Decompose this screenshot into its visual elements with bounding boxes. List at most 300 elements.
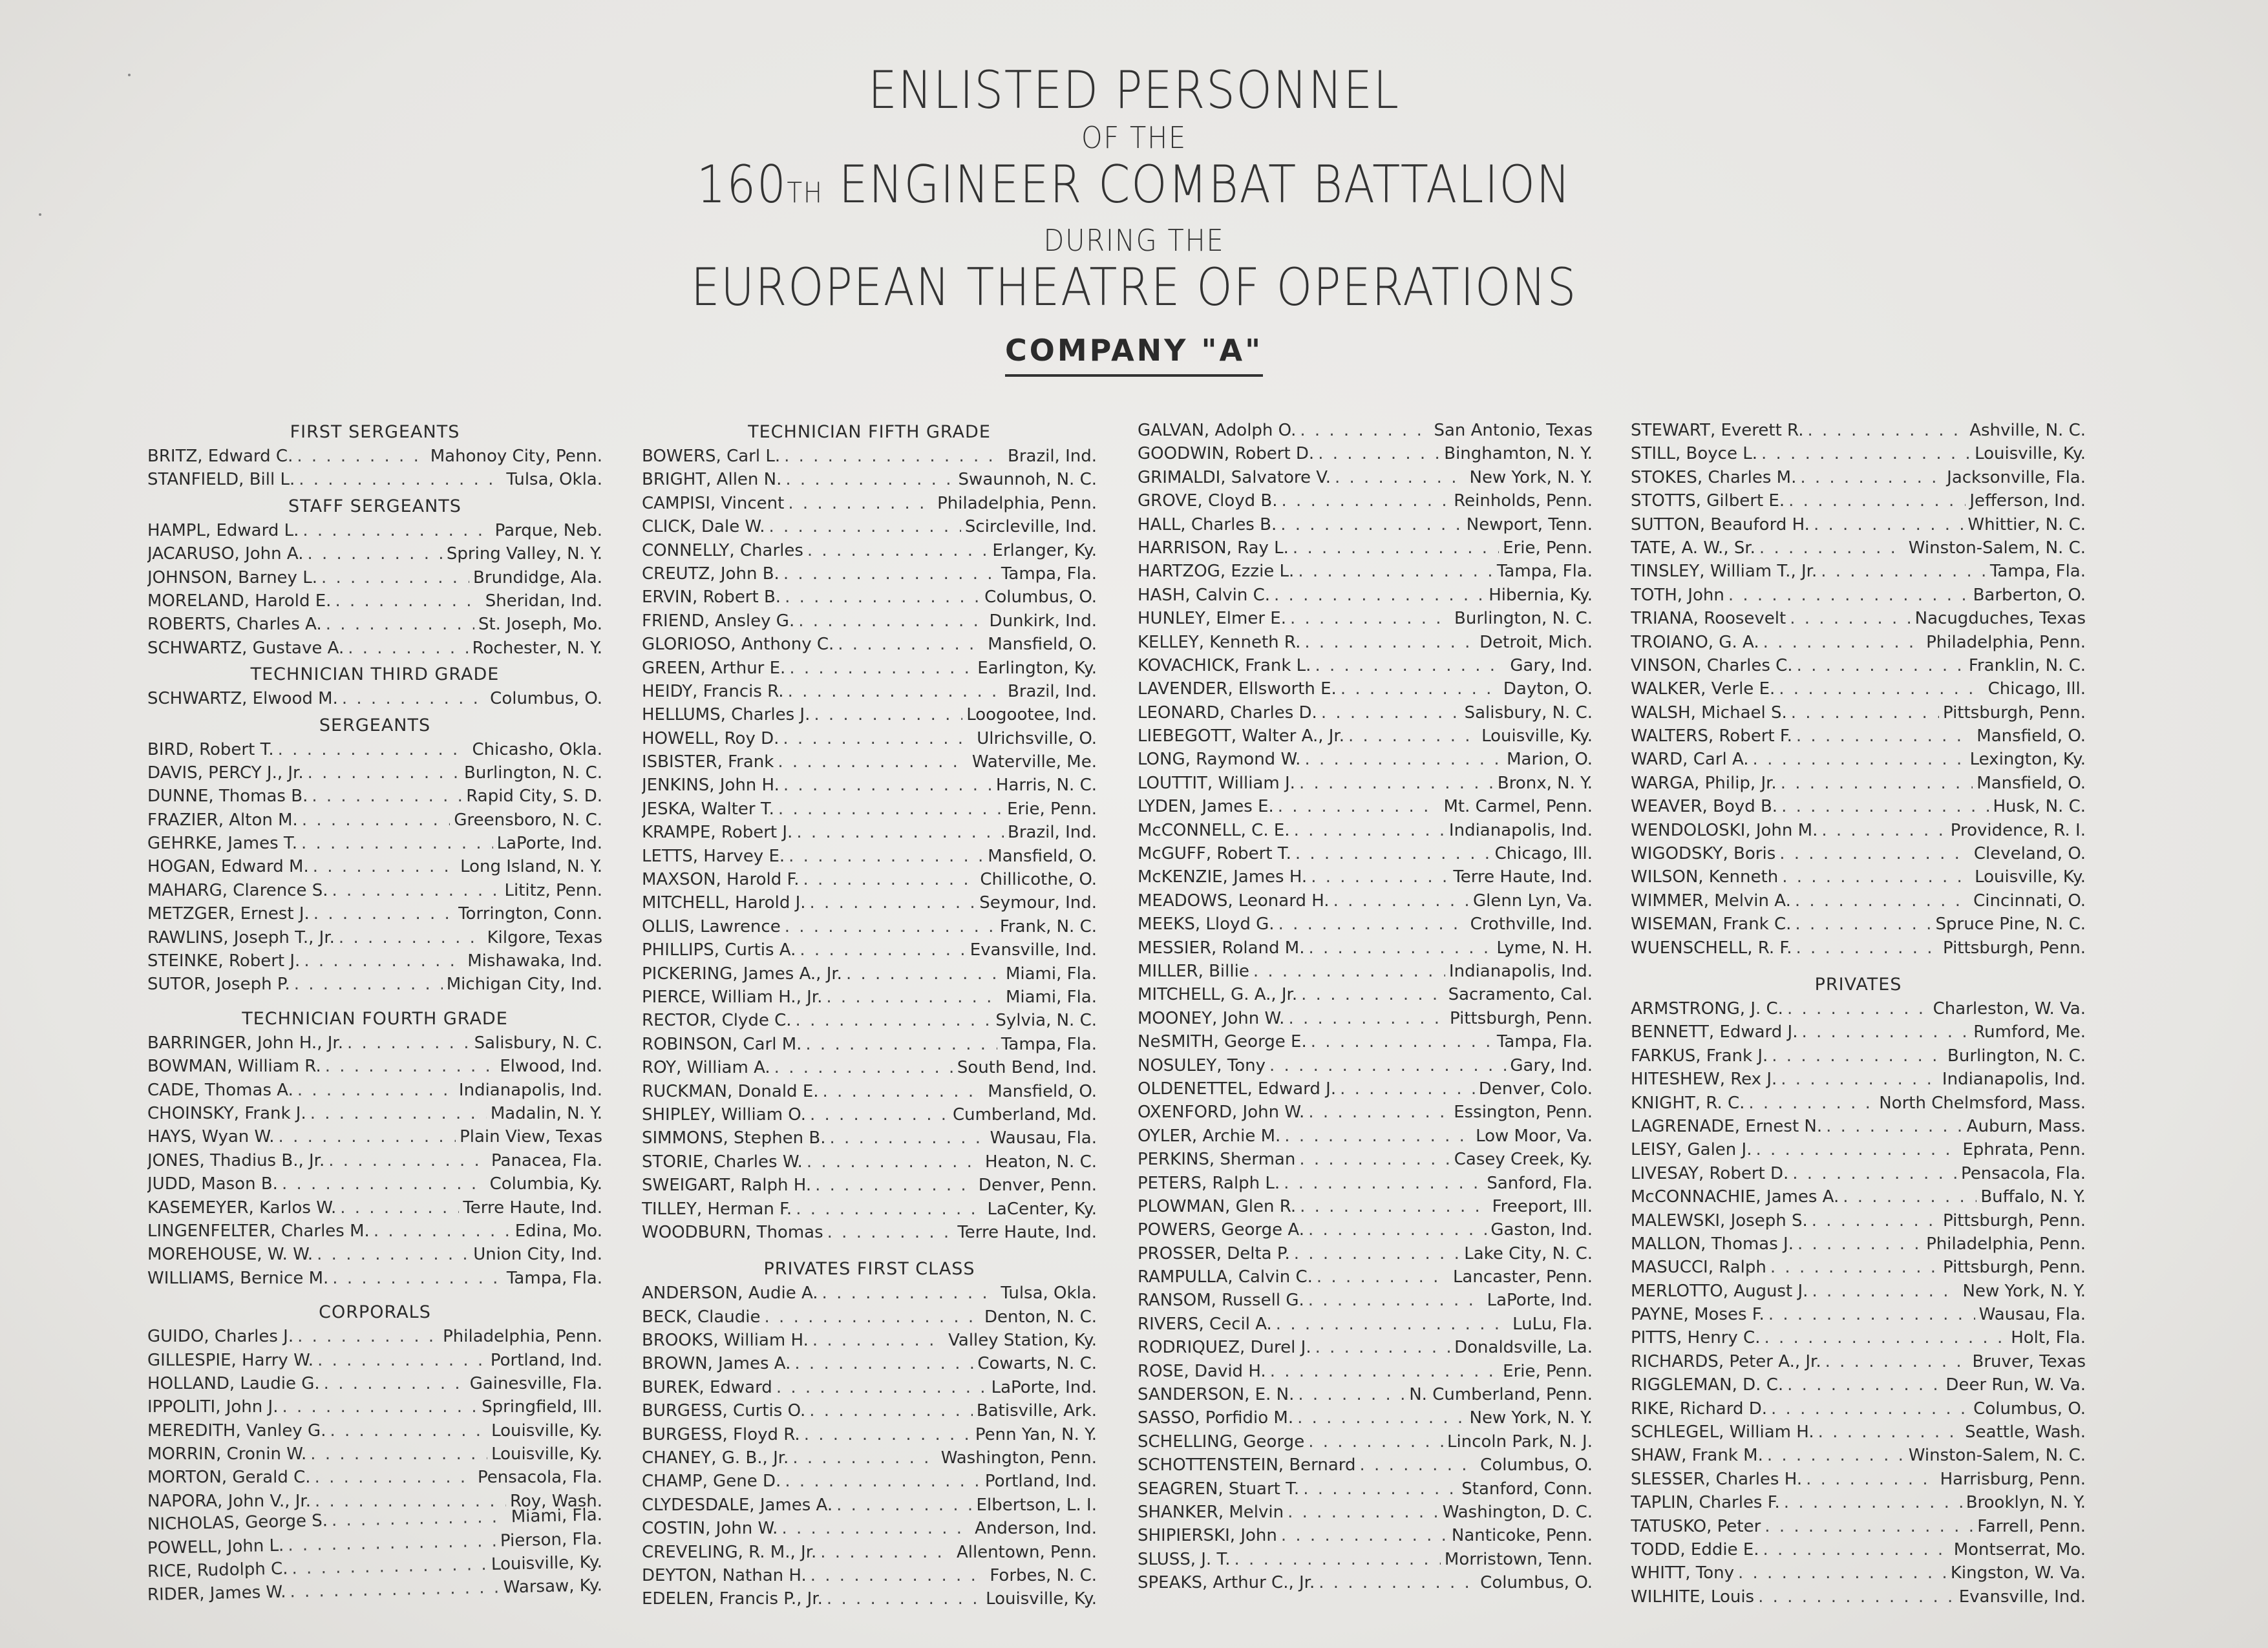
roster-entry <box>147 785 602 808</box>
entry-name: WALSH, Michael S. <box>1631 703 1787 723</box>
entry-hometown: Gaston, Ind. <box>1490 1220 1593 1240</box>
roster-entry <box>1631 442 2086 465</box>
roster-entry <box>642 891 1097 914</box>
leader-dots <box>1770 1256 1939 1279</box>
entry-hometown: Charleston, W. Va. <box>1933 998 2086 1019</box>
roster-entry <box>147 1079 602 1102</box>
entry-hometown: Philadelphia, Penn. <box>443 1327 602 1347</box>
entry-name: WIGODSKY, Boris <box>1631 844 1776 864</box>
entry-hometown: Burlington, N. C. <box>1947 1046 2086 1066</box>
entry-hometown: Cleveland, O. <box>1973 844 2086 864</box>
section-heading: SERGEANTS <box>319 715 431 735</box>
entry-name: TINSLEY, William T., Jr. <box>1631 562 1818 582</box>
roster-entry <box>1138 1548 1593 1571</box>
roster-entry <box>147 1149 602 1172</box>
entry-hometown: Pittsburgh, Penn. <box>1943 1258 2086 1278</box>
entry-name: MITCHELL, Harold J. <box>642 893 806 913</box>
entry-name: FARKUS, Frank J. <box>1631 1046 1768 1066</box>
roster-entry <box>1138 1571 1593 1594</box>
leader-dots <box>1311 865 1449 889</box>
entry-name: SCHWARTZ, Gustave A. <box>147 638 344 658</box>
entry-name: STEWART, Everett R. <box>1631 421 1804 440</box>
leader-dots <box>1728 584 1969 607</box>
entry-name: SANDERSON, E. N. <box>1138 1385 1295 1405</box>
roster-entry <box>642 1126 1097 1150</box>
roster-entry <box>1631 677 2086 701</box>
leader-dots <box>1758 1585 1955 1609</box>
entry-hometown: Freeport, Ill. <box>1492 1196 1593 1216</box>
entry-hometown: LuLu, Fla. <box>1512 1314 1593 1334</box>
leader-dots <box>827 1587 982 1611</box>
roster-entry <box>1138 419 1593 442</box>
entry-hometown: Pittsburgh, Penn. <box>1943 1210 2086 1231</box>
roster-entry <box>1138 1524 1593 1547</box>
leader-dots <box>1753 748 1966 771</box>
entry-hometown: Dunkirk, Ind. <box>989 611 1097 631</box>
roster-section <box>147 713 602 997</box>
leader-dots <box>1299 772 1494 795</box>
entry-name: GREEN, Arthur E. <box>642 658 786 678</box>
entry-name: HOWELL, Roy D. <box>642 728 779 748</box>
leader-dots <box>339 926 483 949</box>
entry-hometown: Philadelphia, Penn. <box>1926 1234 2086 1254</box>
entry-name: DEYTON, Nathan H. <box>642 1565 807 1585</box>
section-heading: FIRST SERGEANTS <box>290 422 460 442</box>
entry-hometown: Dayton, O. <box>1503 679 1593 699</box>
entry-hometown: Loogootee, Ind. <box>966 705 1097 725</box>
company-title: COMPANY "A" <box>1005 333 1263 377</box>
roster-entry <box>1631 1092 2086 1115</box>
roster-entry <box>1138 795 1593 818</box>
header-battalion-suffix: TH <box>787 176 823 209</box>
leader-dots <box>307 542 442 565</box>
leader-dots <box>807 539 989 562</box>
entry-name: SCHLEGEL, William H. <box>1631 1422 1814 1442</box>
entry-name: RIGGLEMAN, D. C. <box>1631 1375 1784 1395</box>
entry-name: STANFIELD, Bill L. <box>147 470 295 490</box>
roster-entry <box>147 1055 602 1078</box>
roster-entry <box>642 1329 1097 1352</box>
entry-name: JOHNSON, Barney L. <box>147 567 317 587</box>
entry-hometown: Tulsa, Okla. <box>506 470 602 490</box>
entry-hometown: Montserrat, Mo. <box>1953 1539 2086 1559</box>
leader-dots <box>302 808 450 832</box>
entry-hometown: New York, N. Y. <box>1469 1408 1593 1428</box>
entry-hometown: San Antonio, Texas <box>1434 421 1593 440</box>
leader-dots <box>1321 701 1461 724</box>
leader-dots <box>1348 724 1478 748</box>
entry-name: BURGESS, Curtis O. <box>642 1401 806 1421</box>
roster-entry <box>147 589 602 613</box>
entry-name: TATE, A. W., Sr. <box>1631 538 1755 558</box>
leader-dots <box>788 492 933 515</box>
entry-hometown: Brundidge, Ala. <box>473 567 602 587</box>
entry-hometown: Columbus, O. <box>490 689 602 709</box>
roster-entry <box>1631 419 2086 442</box>
roster-entry <box>147 879 602 902</box>
entry-hometown: Union City, Ind. <box>473 1245 602 1265</box>
roster-entry <box>1631 513 2086 536</box>
roster-entry <box>1138 1148 1593 1171</box>
entry-name: SEAGREN, Stuart T. <box>1138 1479 1300 1499</box>
roster-entry <box>1631 1232 2086 1256</box>
leader-dots <box>1294 1242 1461 1265</box>
entry-name: MEEKS, Lloyd G. <box>1138 914 1275 935</box>
roster-entry <box>1631 1162 2086 1185</box>
roster-entry <box>642 1564 1097 1587</box>
entry-hometown: Burlington, N. C. <box>464 763 602 783</box>
entry-name: WILSON, Kenneth <box>1631 867 1779 887</box>
roster-entry <box>1631 936 2086 960</box>
roster-entry <box>147 808 602 832</box>
entry-hometown: Panacea, Fla. <box>491 1150 602 1170</box>
leader-dots <box>1298 1383 1405 1406</box>
entry-hometown: Columbia, Ky. <box>489 1174 602 1194</box>
entry-name: MESSIER, Roland M. <box>1138 938 1305 958</box>
entry-name: CHAMP, Gene D. <box>642 1472 781 1492</box>
page-header <box>0 61 2268 317</box>
leader-dots <box>282 1172 486 1196</box>
entry-name: SHIPLEY, William O. <box>642 1104 806 1125</box>
entry-hometown: Deer Run, W. Va. <box>1945 1375 2086 1395</box>
entry-name: CAMPISI, Vincent <box>642 493 785 513</box>
entry-hometown: Forbes, N. C. <box>990 1565 1097 1585</box>
entry-hometown: New York, N. Y. <box>1962 1281 2086 1301</box>
entry-name: CHANEY, G. B., Jr. <box>642 1448 789 1468</box>
entry-hometown: Washington, Penn. <box>940 1448 1097 1468</box>
roster-entry <box>1138 489 1593 512</box>
roster-entry <box>642 986 1097 1009</box>
entry-name: KELLEY, Kenneth R. <box>1138 632 1301 652</box>
leader-dots <box>822 1282 997 1305</box>
leader-dots <box>1825 1350 1969 1373</box>
roster-entry <box>147 902 602 925</box>
roster-entry <box>1631 1068 2086 1091</box>
entry-name: STOKES, Charles M. <box>1631 467 1797 487</box>
roster-entry <box>1138 654 1593 677</box>
entry-hometown: Mansfield, O. <box>988 635 1097 655</box>
leader-dots <box>830 1126 986 1150</box>
leader-dots <box>1308 1218 1487 1241</box>
entry-name: MAXSON, Harold F. <box>642 870 800 890</box>
entry-hometown: Indianapolis, Ind. <box>458 1080 602 1100</box>
leader-dots <box>1269 1054 1506 1077</box>
leader-dots <box>328 1149 487 1172</box>
section-heading: TECHNICIAN FIFTH GRADE <box>748 422 991 442</box>
entry-name: OYLER, Archie M. <box>1138 1126 1281 1146</box>
roster-column-3 <box>1138 419 1593 1595</box>
entry-name: MERLOTTO, August J. <box>1631 1281 1808 1301</box>
roster-entry <box>1138 748 1593 771</box>
entry-name: BARRINGER, John H., Jr. <box>147 1033 343 1053</box>
entry-name: RUCKMAN, Donald E. <box>642 1081 819 1101</box>
leader-dots <box>304 949 463 973</box>
entry-hometown: Portland, Ind. <box>490 1350 602 1370</box>
roster-entry <box>1631 772 2086 795</box>
entry-name: GRIMALDI, Salvatore V. <box>1138 467 1331 487</box>
roster-entry <box>147 1325 602 1348</box>
leader-dots <box>827 1221 954 1244</box>
entry-hometown: Erie, Penn. <box>1503 538 1593 558</box>
roster-entry <box>642 938 1097 962</box>
leader-dots <box>1318 442 1440 465</box>
roster-entry <box>1631 865 2086 889</box>
leader-dots <box>1763 1538 1950 1561</box>
entry-hometown: Lincoln Park, N. J. <box>1447 1431 1593 1452</box>
roster-entry <box>1138 724 1593 748</box>
leader-dots <box>1787 1373 1942 1397</box>
roster-entry <box>1138 865 1593 889</box>
leader-dots <box>1276 1313 1509 1336</box>
entry-hometown: Edina, Mo. <box>514 1221 602 1241</box>
roster-entry <box>642 468 1097 491</box>
entry-hometown: Gary, Ind. <box>1510 655 1593 675</box>
roster-entry <box>642 703 1097 726</box>
leader-dots <box>1360 1453 1477 1477</box>
entry-hometown: Erlanger, Ky. <box>992 540 1097 560</box>
entry-name: McGUFF, Robert T. <box>1138 844 1291 864</box>
entry-name: TAPLIN, Charles F. <box>1631 1493 1780 1513</box>
entry-hometown: Swaunnoh, N. C. <box>958 470 1097 490</box>
roster-entry <box>642 1541 1097 1564</box>
entry-hometown: Winston-Salem, N. C. <box>1908 538 2086 558</box>
entry-name: WHITT, Tony <box>1631 1563 1734 1583</box>
leader-dots <box>290 1576 500 1604</box>
entry-hometown: Columbus, O. <box>984 587 1097 607</box>
leader-dots <box>815 1174 975 1197</box>
roster-entry <box>1631 842 2086 865</box>
entry-name: STEINKE, Robert J. <box>147 951 301 971</box>
leader-dots <box>781 1517 971 1540</box>
entry-name: RECTOR, Clyde C. <box>642 1011 792 1031</box>
roster-entry <box>642 1080 1097 1103</box>
entry-hometown: Sylvia, N. C. <box>995 1011 1097 1031</box>
roster-entry <box>1631 724 2086 748</box>
roster-entry <box>1631 1044 2086 1068</box>
entry-name: WILLIAMS, Bernice M. <box>147 1268 329 1288</box>
entry-name: VINSON, Charles C. <box>1631 655 1793 675</box>
entry-hometown: Bronx, N. Y. <box>1497 773 1593 793</box>
roster-entry <box>1138 1265 1593 1289</box>
entry-hometown: Holt, Fla. <box>2011 1328 2086 1348</box>
entry-name: LIVESAY, Robert D. <box>1631 1163 1789 1183</box>
entry-name: WALKER, Verle E. <box>1631 679 1775 699</box>
roster-entry <box>1138 1242 1593 1265</box>
leader-dots <box>1800 466 1943 489</box>
entry-name: NOSULEY, Tony <box>1138 1055 1266 1075</box>
leader-dots <box>301 832 493 855</box>
roster-entry <box>642 657 1097 680</box>
leader-dots <box>342 687 486 710</box>
entry-hometown: Tulsa, Okla. <box>1001 1284 1097 1304</box>
entry-name: CLYDESDALE, James A. <box>642 1495 833 1515</box>
leader-dots <box>1818 1421 1962 1444</box>
leader-dots <box>1790 607 1911 630</box>
roster-section <box>147 494 602 660</box>
entry-hometown: Binghamton, N. Y. <box>1444 444 1593 464</box>
entry-name: MOONEY, John W. <box>1138 1008 1285 1028</box>
roster-entry <box>1138 513 1593 536</box>
entry-name: WEAVER, Boyd B. <box>1631 797 1778 817</box>
roster-entry <box>1138 677 1593 701</box>
entry-name: ROSE, David H. <box>1138 1361 1266 1381</box>
entry-name: BOWERS, Carl L. <box>642 447 781 466</box>
entry-hometown: Columbus, O. <box>1973 1399 2086 1419</box>
roster-entry <box>1138 701 1593 724</box>
leader-dots <box>765 1305 980 1329</box>
leader-dots <box>774 1056 953 1079</box>
entry-name: MALEWSKI, Joseph S. <box>1631 1210 1808 1231</box>
entry-name: ERVIN, Robert B. <box>642 587 781 607</box>
entry-name: ISBISTER, Frank <box>642 752 774 772</box>
entry-hometown: Jacksonville, Fla. <box>1947 467 2086 487</box>
entry-hometown: Long Island, N. Y. <box>460 857 602 877</box>
entry-hometown: Columbus, O. <box>1480 1573 1593 1593</box>
entry-hometown: Chillicothe, O. <box>980 870 1097 890</box>
roster-entry <box>642 609 1097 633</box>
entry-hometown: Brooklyn, N. Y. <box>1966 1493 2086 1513</box>
roster-entry <box>147 542 602 565</box>
leader-dots <box>783 774 992 797</box>
entry-name: MITCHELL, G. A., Jr. <box>1138 985 1298 1005</box>
entry-hometown: Greensboro, N. C. <box>454 810 602 830</box>
leader-dots <box>1795 889 1969 913</box>
leader-dots <box>374 1220 511 1243</box>
entry-hometown: Morristown, Tenn. <box>1444 1549 1593 1569</box>
entry-name: SUTTON, Beauford H. <box>1631 514 1810 534</box>
section-heading: TECHNICIAN FOURTH GRADE <box>242 1008 508 1029</box>
entry-hometown: Gainesville, Fla. <box>469 1373 602 1393</box>
roster-entry <box>642 1198 1097 1221</box>
entry-hometown: Torrington, Conn. <box>458 904 602 924</box>
leader-dots <box>1767 1444 1905 1467</box>
entry-hometown: Louisville, Ky. <box>491 1444 602 1464</box>
entry-name: SIMMONS, Stephen B. <box>642 1128 826 1148</box>
entry-hometown: Bruver, Texas <box>1972 1351 2086 1371</box>
roster-entry <box>642 1376 1097 1399</box>
entry-name: SASSO, Porfidio M. <box>1138 1408 1294 1428</box>
roster-entry <box>147 761 602 785</box>
leader-dots <box>1235 1548 1441 1571</box>
roster-entry <box>147 1125 602 1148</box>
entry-name: KRAMPE, Robert J. <box>642 823 793 843</box>
entry-name: RAWLINS, Joseph T., Jr. <box>147 927 335 947</box>
roster-entry <box>642 1221 1097 1244</box>
leader-dots <box>1797 1232 1922 1256</box>
entry-hometown: Marion, O. <box>1507 750 1593 770</box>
entry-name: OXENFORD, John W. <box>1138 1103 1305 1123</box>
roster-entry <box>1138 960 1593 983</box>
entry-name: PAYNE, Moses F. <box>1631 1305 1765 1325</box>
roster-entry <box>1138 819 1593 842</box>
entry-hometown: Springfield, Ill. <box>482 1397 602 1417</box>
roster-entry <box>1138 772 1593 795</box>
roster-entry <box>147 738 602 761</box>
roster-entry <box>642 774 1097 797</box>
entry-name: SHANKER, Melvin <box>1138 1502 1284 1522</box>
roster-entry <box>1138 1077 1593 1101</box>
roster-entry <box>1138 584 1593 607</box>
roster-entry <box>642 798 1097 821</box>
entry-name: TILLEY, Herman F. <box>642 1199 792 1219</box>
leader-dots <box>1288 1501 1439 1524</box>
leader-dots <box>308 761 460 785</box>
entry-name: RODRIQUEZ, Durel J. <box>1138 1338 1311 1358</box>
entry-hometown: Denver, Penn. <box>978 1176 1097 1196</box>
entry-hometown: Crothville, Ind. <box>1470 914 1593 935</box>
entry-name: MORTON, Gerald C. <box>147 1468 311 1488</box>
entry-hometown: Kilgore, Texas <box>487 927 602 947</box>
entry-hometown: Brazil, Ind. <box>1008 447 1097 466</box>
leader-dots <box>1806 1468 1936 1491</box>
leader-dots <box>785 915 996 938</box>
roster-entry <box>147 949 602 973</box>
roster-entry <box>642 515 1097 538</box>
roster-entry <box>147 855 602 878</box>
entry-hometown: Parque, Neb. <box>494 520 602 540</box>
leader-dots <box>785 1470 981 1493</box>
entry-hometown: Roy, Wash. <box>510 1491 602 1511</box>
entry-hometown: Anderson, Ind. <box>975 1519 1097 1539</box>
roster-entry <box>147 1419 602 1442</box>
entry-name: GUIDO, Charles J. <box>147 1327 294 1347</box>
entry-name: ROBERTS, Charles A. <box>147 615 322 635</box>
leader-dots <box>796 1009 992 1032</box>
entry-name: KOVACHICK, Frank L. <box>1138 655 1311 675</box>
entry-name: LOUTTIT, William J. <box>1138 773 1295 793</box>
leader-dots <box>1293 536 1499 560</box>
leader-dots <box>1796 936 1939 960</box>
roster-entry <box>1631 889 2086 913</box>
entry-name: JUDD, Mason B. <box>147 1174 278 1194</box>
roster-entry <box>1631 1373 2086 1397</box>
roster-entry <box>642 445 1097 468</box>
leader-dots <box>1253 960 1445 983</box>
entry-hometown: Warsaw, Ky. <box>503 1576 603 1598</box>
leader-dots <box>1788 489 1966 512</box>
entry-name: LAVENDER, Ellsworth E. <box>1138 679 1337 699</box>
entry-hometown: Brazil, Ind. <box>1008 681 1097 701</box>
roster-entry <box>1631 1561 2086 1585</box>
entry-hometown: Valley Station, Ky. <box>948 1331 1097 1351</box>
leader-dots <box>794 1352 973 1375</box>
entry-hometown: Seattle, Wash. <box>1965 1422 2086 1442</box>
roster-entry <box>147 1466 602 1489</box>
roster-entry <box>1631 466 2086 489</box>
roster-entry <box>147 926 602 949</box>
entry-hometown: Sheridan, Ind. <box>485 591 602 611</box>
entry-hometown: Farrell, Penn. <box>1977 1516 2086 1536</box>
entry-name: PROSSER, Delta P. <box>1138 1243 1290 1263</box>
roster-entry <box>1631 1397 2086 1421</box>
entry-hometown: Louisville, Ky. <box>1975 444 2086 464</box>
roster-entry <box>1631 701 2086 724</box>
entry-name: GLORIOSO, Anthony C. <box>642 635 834 655</box>
entry-hometown: Auburn, Mass. <box>1966 1116 2086 1136</box>
roster-entry <box>642 962 1097 986</box>
leader-dots <box>785 468 954 491</box>
entry-hometown: Mansfield, O. <box>988 846 1097 866</box>
entry-hometown: Newport, Tenn. <box>1466 514 1593 534</box>
roster-column-4 <box>1631 419 2086 1609</box>
entry-hometown: Elbertson, L. I. <box>976 1495 1097 1515</box>
leader-dots <box>768 515 960 538</box>
roster-entry <box>1631 1020 2086 1044</box>
entry-name: IPPOLITI, John J. <box>147 1397 279 1417</box>
leader-dots <box>1281 1524 1448 1547</box>
roster-entry <box>147 468 602 491</box>
entry-name: STOTTS, Gilbert E. <box>1631 491 1785 511</box>
